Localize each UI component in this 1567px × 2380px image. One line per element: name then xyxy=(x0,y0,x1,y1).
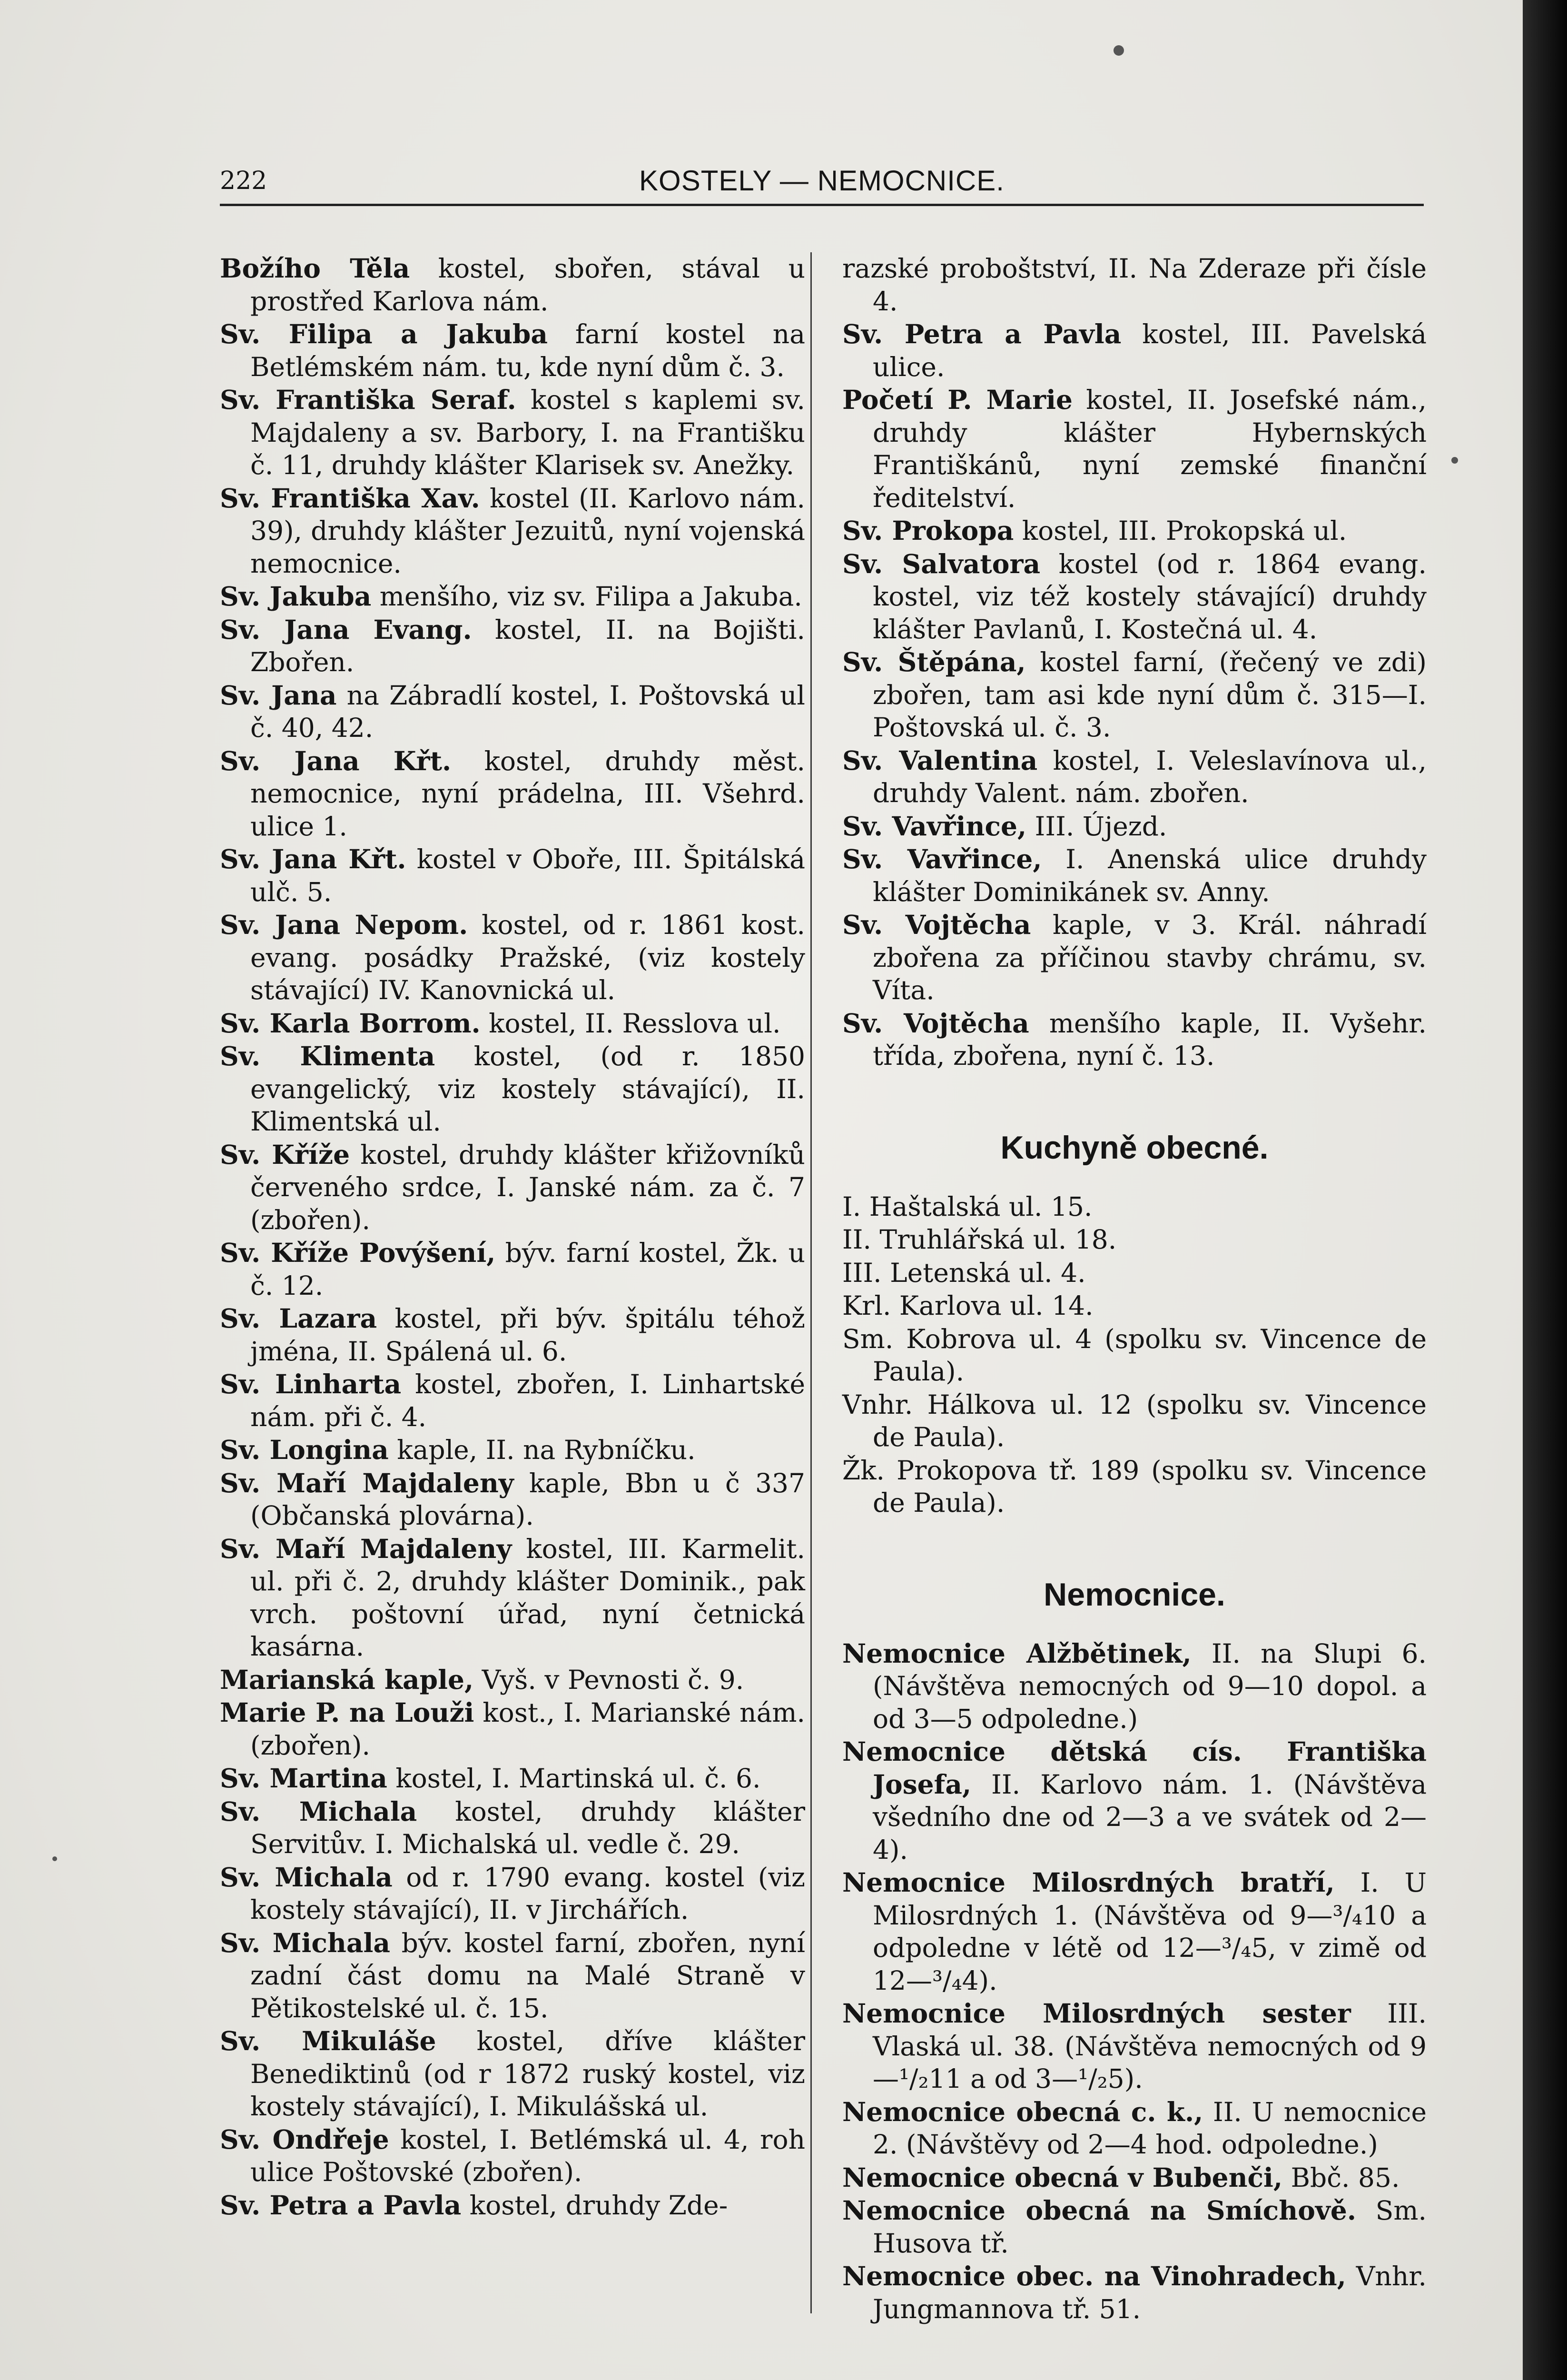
entry-text: kostel, III. Karmelit. ul. při č. 2, druhdy klášter Dominik., pak vrch. poštovní úřad, nyní četnická kasárna. xyxy=(250,1533,806,1662)
entry-name: Sv. Vojtěcha xyxy=(842,1007,1029,1039)
church-entry xyxy=(842,318,1427,383)
entry-text: II. U nemocnice 2. (Návštěvy od 2—4 hod. odpoledne.) xyxy=(873,2096,1427,2160)
entry-text: menšího kaple, II. Vyšehr. třída, zbořena, nyní č. 13. xyxy=(873,1008,1427,1071)
church-entry xyxy=(220,482,805,580)
entry-text: kostel, zbořen, I. Linhartské nám. při č. 4. xyxy=(250,1369,805,1432)
hospital-entry xyxy=(842,2260,1427,2325)
entry-name: Sv. Vavřince, xyxy=(842,843,1042,874)
entry-name: Sv. Jana xyxy=(220,679,337,711)
entry-name: Sv. Martina xyxy=(220,1763,387,1794)
entry-text: kostel, od r. 1861 kost. evang. posádky Pražské, (viz kostely stávající) IV. Kanovnická ul. xyxy=(250,910,805,1005)
hospital-entry xyxy=(842,1866,1427,1997)
column-divider xyxy=(810,252,812,2313)
church-entry xyxy=(220,1927,805,2025)
church-entry xyxy=(220,614,805,679)
entry-text: I. Anenská ulice druhdy klášter Dominikánek sv. Anny. xyxy=(873,844,1427,907)
entry-name: Početí P. Marie xyxy=(842,384,1073,415)
entry-text: menšího, viz sv. Filipa a Jakuba. xyxy=(371,581,802,612)
entry-text: kostel, II. Resslova ul. xyxy=(480,1008,781,1039)
church-entry xyxy=(220,2189,805,2222)
church-entry xyxy=(220,2123,805,2189)
scan-speck xyxy=(1114,45,1124,56)
entry-name: Sv. Michala xyxy=(220,1927,391,1958)
page-number: 222 xyxy=(220,167,267,195)
church-entries-continued xyxy=(842,252,1427,1072)
entry-text: kostel, III. Pavelská ulice. xyxy=(873,319,1427,382)
kitchen-entry: Vnhr. Hálkova ul. 12 (spolku sv. Vincence de Paula). xyxy=(842,1389,1427,1452)
church-entry xyxy=(842,810,1427,843)
entry-text: kostel farní, (řečený ve zdi) zbořen, tam asi kde nyní dům č. 315—I. Poštovská ul. č. 3. xyxy=(873,647,1427,743)
entry-name: Sv. Vavřince, xyxy=(842,810,1027,842)
right-column xyxy=(842,252,1427,2326)
church-entry xyxy=(842,515,1427,547)
entry-text: III. Újezd. xyxy=(1026,811,1167,842)
entry-name: Sv. Maří Majdaleny xyxy=(220,1533,512,1564)
hospitals-list xyxy=(842,1637,1427,2326)
entry-name: Sv. Kříže Povýšení, xyxy=(220,1237,496,1268)
entry-name: Nemocnice Alžbětinek, xyxy=(842,1637,1192,1669)
entry-name: Nemocnice Milosrdných bratří, xyxy=(842,1867,1335,1898)
page-header xyxy=(220,159,1424,202)
church-entry xyxy=(220,745,805,843)
entry-name: Sv. Jana Evang. xyxy=(220,614,472,645)
church-entry xyxy=(842,384,1427,514)
entry-text: farní kostel na Betlémském nám. tu, kde nyní dům č. 3. xyxy=(250,319,805,382)
church-entry xyxy=(220,1762,805,1795)
entry-text: kostel, druhdy klášter Servitův. I. Michalská ul. vedle č. 29. xyxy=(250,1796,805,1859)
entry-name: Sv. Filipa a Jakuba xyxy=(220,318,548,349)
entry-text: II. na Slupi 6. (Návštěva nemocných od 9—10 dopol. a od 3—5 odpoledne.) xyxy=(873,1638,1427,1734)
entry-name: Nemocnice obecná c. k., xyxy=(842,2096,1203,2127)
entry-name: Sv. Františka Xav. xyxy=(220,482,480,514)
church-entry xyxy=(220,2025,805,2123)
church-entry xyxy=(220,1040,805,1138)
entry-text: kostel, sbořen, stával u prostřed Karlova nám. xyxy=(250,253,806,317)
entry-text: kostel, III. Prokopská ul. xyxy=(1014,516,1347,546)
entry-text: razské proboštství, II. Na Zderaze při čísle 4. xyxy=(842,253,1427,317)
church-entry xyxy=(220,1861,805,1926)
entry-text: býv. farní kostel, Žk. u č. 12. xyxy=(250,1238,805,1301)
entry-text: kostel, (od r. 1850 evangelický, viz kostely stávající), II. Klimentská ul. xyxy=(250,1041,806,1137)
entry-name: Sv. Jakuba xyxy=(220,581,372,612)
church-entry xyxy=(220,318,805,383)
kitchen-entry: Sm. Kobrova ul. 4 (spolku sv. Vincence de Paula). xyxy=(842,1323,1427,1387)
entry-name: Sv. Jana Nepom. xyxy=(220,909,468,940)
entry-name: Sv. Longina xyxy=(220,1434,389,1465)
entry-name: Sv. Vojtěcha xyxy=(842,909,1031,940)
entry-text: kostel, dříve klášter Benediktinů (od r 1872 ruský kostel, viz kostely stávající), I. Mikulášská ul. xyxy=(250,2026,805,2122)
church-entry xyxy=(842,1007,1427,1072)
scan-speck xyxy=(1451,457,1458,464)
entry-text: kaple, v 3. Král. náhradí zbořena za příčinou stavby chrámu, sv. Víta. xyxy=(873,910,1427,1005)
entry-name: Sv. Mikuláše xyxy=(220,2025,436,2056)
church-entry xyxy=(220,1302,805,1368)
church-entry xyxy=(220,1696,805,1762)
kitchens-heading: Kuchyně obecné. xyxy=(1000,1129,1269,1166)
kitchen-entry: III. Letenská ul. 4. xyxy=(842,1257,1086,1288)
entry-name: Sv. Františka Seraf. xyxy=(220,384,516,415)
church-entry xyxy=(220,1467,805,1532)
entry-name: Sv. Karla Borrom. xyxy=(220,1007,481,1039)
entry-text: od r. 1790 evang. kostel (viz kostely stávající), II. v Jirchářích. xyxy=(250,1862,805,1925)
entry-text: kost., I. Marianské nám. (zbořen). xyxy=(250,1697,806,1761)
entry-name: Sv. Prokopa xyxy=(842,515,1014,546)
hospitals-heading: Nemocnice. xyxy=(1044,1576,1225,1613)
kitchen-entry: II. Truhlářská ul. 18. xyxy=(842,1224,1117,1255)
entry-name: Sv. Michala xyxy=(220,1861,393,1893)
church-entry xyxy=(220,580,805,613)
church-entry xyxy=(220,679,805,744)
entry-name: Nemocnice obecná v Bubenči, xyxy=(842,2162,1283,2193)
entry-name: Sv. Petra a Pavla xyxy=(842,318,1122,349)
entry-text: na Zábradlí kostel, I. Poštovská ul č. 40, 42. xyxy=(250,680,805,743)
header-rule xyxy=(220,204,1424,206)
church-entry xyxy=(220,1237,805,1302)
entry-text: Sm. Husova tř. xyxy=(873,2195,1427,2259)
church-entry xyxy=(220,1434,805,1467)
hospital-entry xyxy=(842,1735,1427,1866)
entry-text: I. U Milosrdných 1. (Návštěva od 9—³/₄10 a odpoledne v létě od 12—³/₄5, v zimě od 12—³/₄4). xyxy=(873,1867,1427,1996)
left-column xyxy=(220,252,805,2222)
church-entry xyxy=(220,1664,805,1696)
entry-text: kostel (II. Karlovo nám. 39), druhdy klášter Jezuitů, nyní vojenská nemocnice. xyxy=(250,483,805,579)
entry-name: Sv. Petra a Pavla xyxy=(220,2189,462,2221)
entry-text: III. Vlaská ul. 38. (Návštěva nemocných od 9—¹/₂11 a od 3—¹/₂5). xyxy=(873,1998,1427,2094)
entry-text: kostel, II. na Bojišti. Zbořen. xyxy=(250,614,805,677)
entry-text: kostel, I. Veleslavínova ul., druhdy Valent. nám. zbořen. xyxy=(873,745,1427,808)
entry-text: kostel s kaplemi sv. Majdaleny a sv. Barbory, I. na Františku č. 11, druhdy klášter Klarisek sv. Anežky. xyxy=(250,385,805,480)
scan-speck xyxy=(52,1856,57,1861)
church-entry xyxy=(220,1139,805,1237)
entry-text: kostel, druhdy Zde- xyxy=(461,2190,728,2221)
running-title: KOSTELY — NEMOCNICE. xyxy=(639,165,1005,197)
kitchens-list xyxy=(842,1190,1427,1519)
entry-text: býv. kostel farní, zbořen, nyní zadní část domu na Malé Straně v Pětikostelské ul. č. 15. xyxy=(250,1927,805,2023)
entry-text: Bbč. 85. xyxy=(1282,2162,1400,2193)
hospital-entry xyxy=(842,1997,1427,2095)
entry-name: Sv. Klimenta xyxy=(220,1041,435,1071)
entry-name: Sv. Štěpána, xyxy=(842,646,1026,677)
entry-name: Marianská kaple, xyxy=(220,1664,474,1695)
entry-text: Vyš. v Pevnosti č. 9. xyxy=(473,1664,744,1695)
church-entry xyxy=(842,252,1427,317)
church-entry xyxy=(220,252,805,317)
entry-text: kostel v Oboře, III. Špitálská ulč. 5. xyxy=(250,844,805,907)
entry-text: kaple, Bbn u č 337 (Občanská plovárna). xyxy=(250,1468,805,1531)
entry-name: Sv. Jana Křt. xyxy=(220,745,452,776)
entry-name: Sv. Jana Křt. xyxy=(220,843,406,874)
entry-name: Sv. Kříže xyxy=(220,1139,350,1170)
entry-text: kostel, druhdy měst. nemocnice, nyní prádelna, III. Všehrd. ulice 1. xyxy=(250,745,805,842)
entry-name: Sv. Valentina xyxy=(842,744,1038,776)
entry-name: Nemocnice dětská cís. Františka Josefa, xyxy=(842,1736,1427,1800)
church-entry xyxy=(842,909,1427,1007)
church-entry xyxy=(220,1007,805,1040)
entry-name: Sv. Michala xyxy=(220,1795,417,1827)
church-entry xyxy=(220,843,805,908)
entry-name: Sv. Lazara xyxy=(220,1303,377,1334)
church-entry xyxy=(842,843,1427,908)
entry-name: Sv. Salvatora xyxy=(842,548,1041,579)
church-entry xyxy=(842,744,1427,810)
church-entry xyxy=(220,384,805,482)
church-entry xyxy=(842,548,1427,646)
hospital-entry xyxy=(842,2194,1427,2260)
church-entry xyxy=(220,909,805,1007)
entry-text: kostel (od r. 1864 evang. kostel, viz též kostely stávající) druhdy klášter Pavlanů, I. Kostečná ul. 4. xyxy=(873,548,1427,645)
hospital-entry xyxy=(842,2162,1427,2194)
hospital-entry xyxy=(842,1637,1427,1735)
entry-text: kostel, I. Martinská ul. č. 6. xyxy=(387,1763,761,1794)
church-entry xyxy=(220,1795,805,1861)
entry-name: Marie P. na Louži xyxy=(220,1697,474,1728)
entry-text: II. Karlovo nám. 1. (Návštěva všedního dne od 2—3 a ve svátek od 2—4). xyxy=(873,1769,1427,1865)
entry-name: Nemocnice obec. na Vinohradech, xyxy=(842,2261,1346,2291)
entry-name: Sv. Ondřeje xyxy=(220,2123,389,2155)
entry-name: Sv. Maří Majdaleny xyxy=(220,1467,514,1498)
entry-text: kostel, při býv. špitálu téhož jména, II. Spálená ul. 6. xyxy=(250,1303,806,1367)
entry-text: kostel, druhdy klášter křižovníků červeného srdce, I. Janské nám. za č. 7 (zbořen). xyxy=(250,1139,805,1235)
church-entry xyxy=(220,1533,805,1663)
entry-text: kostel, II. Josefské nám., druhdy klášter Hybernských Františkánů, nyní zemské finanční ředitelství. xyxy=(873,385,1427,513)
hospital-entry xyxy=(842,2096,1427,2161)
entry-text: Vnhr. Jungmannova tř. 51. xyxy=(873,2261,1427,2324)
kitchen-entry: Žk. Prokopova tř. 189 (spolku sv. Vincence de Paula). xyxy=(842,1455,1427,1518)
entry-name: Božího Těla xyxy=(220,253,410,284)
kitchen-entry: Krl. Karlova ul. 14. xyxy=(842,1290,1094,1321)
church-entry xyxy=(842,646,1427,744)
church-entry xyxy=(220,1368,805,1433)
entry-name: Nemocnice obecná na Smíchově. xyxy=(842,2195,1356,2226)
entry-text: kaple, II. na Rybníčku. xyxy=(388,1435,696,1465)
entry-text: kostel, I. Betlémská ul. 4, roh ulice Poštovské (zbořen). xyxy=(250,2124,805,2187)
entry-name: Sv. Linharta xyxy=(220,1368,402,1399)
entry-name: Nemocnice Milosrdných sester xyxy=(842,1998,1351,2029)
page-edge xyxy=(1523,0,1567,2380)
kitchen-entry: I. Haštalská ul. 15. xyxy=(842,1191,1093,1222)
